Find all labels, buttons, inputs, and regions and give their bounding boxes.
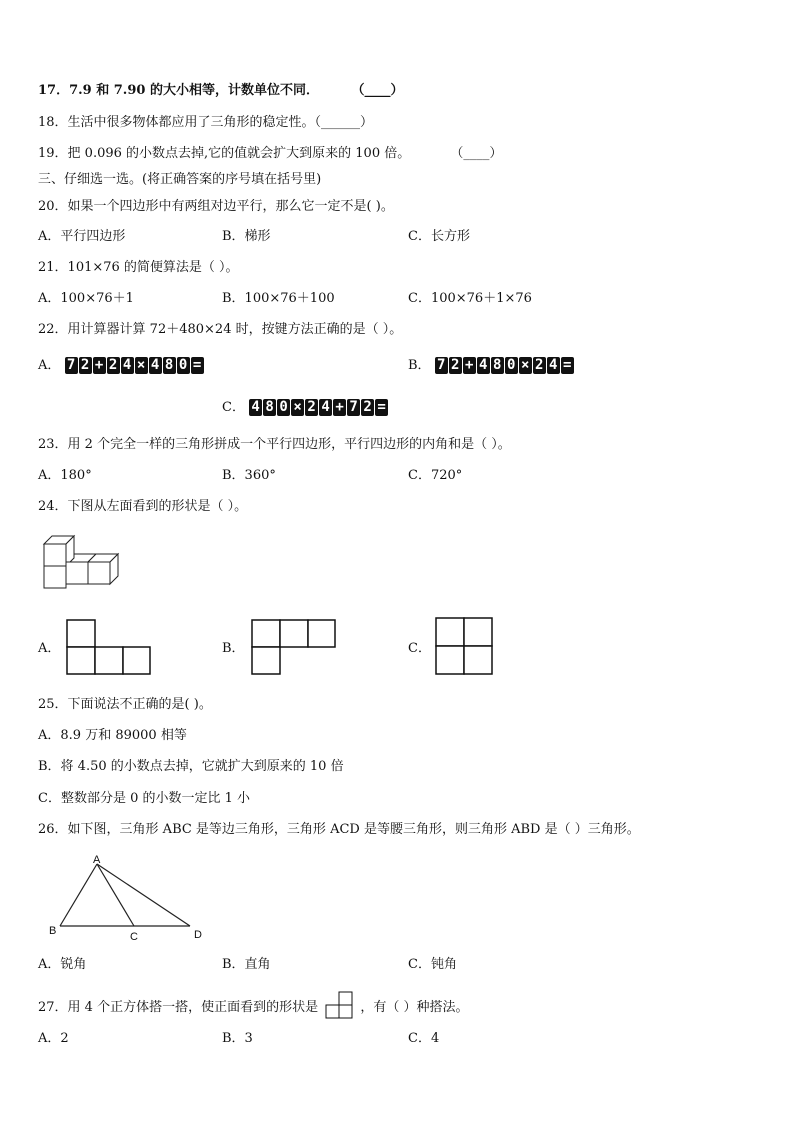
option-a[interactable]: A．100×76＋1 [38, 291, 134, 306]
option-b[interactable]: B．100×76＋100 [222, 291, 335, 306]
option-label: B． [408, 358, 431, 373]
option-c[interactable] [222, 399, 388, 417]
calculator-key: + [93, 357, 106, 374]
option-a-label[interactable]: A． [38, 641, 61, 656]
question-22-text: 22．用计算器计算 72＋480×24 时，按键方法正确的是（ ）。 [38, 322, 403, 337]
question-26-text: 26．如下图，三角形 ABC 是等边三角形，三角形 ACD 是等腰三角形，则三角形 ABD 是（ ）三角形。 [38, 822, 640, 837]
front-view-shape-icon [324, 991, 354, 1019]
calculator-key: 4 [477, 357, 490, 374]
calculator-key: 2 [361, 399, 374, 416]
calculator-key: = [191, 357, 204, 374]
cube-stack-figure [40, 532, 122, 592]
option-c[interactable]: C．720° [408, 468, 463, 483]
option-b[interactable]: B．3 [222, 1031, 253, 1046]
calculator-key: 4 [319, 399, 332, 416]
point-label-d: D [194, 929, 202, 941]
calculator-key: 0 [177, 357, 190, 374]
option-a[interactable]: A．平行四边形 [38, 229, 126, 244]
question-21-text: 21．101×76 的简便算法是（ ）。 [38, 260, 239, 275]
point-label-b: B [49, 925, 57, 937]
question-18-text: 18．生活中很多物体都应用了三角形的稳定性。（______） [38, 115, 374, 130]
option-b-shape[interactable] [251, 619, 337, 675]
calculator-key: 7 [347, 399, 360, 416]
keypress-sequence-b [435, 357, 574, 374]
option-b[interactable]: B．将 4.50 的小数点去掉，它就扩大到原来的 10 倍 [38, 759, 344, 774]
triangle-figure [44, 852, 214, 944]
calculator-key: 7 [65, 357, 78, 374]
calculator-key: 0 [505, 357, 518, 374]
option-c[interactable]: C．4 [408, 1031, 440, 1046]
option-a[interactable]: A．8.9 万和 89000 相等 [38, 728, 187, 743]
question-17 [38, 82, 404, 100]
calculator-key: 0 [277, 399, 290, 416]
option-a[interactable]: A．锐角 [38, 957, 87, 972]
option-b[interactable] [408, 357, 574, 375]
option-b[interactable]: B．梯形 [222, 229, 271, 244]
calculator-key: × [135, 357, 148, 374]
option-c-shape[interactable] [435, 617, 493, 675]
calculator-key: × [291, 399, 304, 416]
option-c[interactable]: C．100×76＋1×76 [408, 291, 532, 306]
calculator-key: 2 [449, 357, 462, 374]
option-a[interactable]: A．180° [38, 468, 92, 483]
option-a-shape[interactable] [66, 619, 152, 675]
calculator-key: + [333, 399, 346, 416]
keypress-sequence-c [249, 399, 388, 416]
question-25-text: 25．下面说法不正确的是( )。 [38, 697, 212, 712]
answer-blank[interactable]: （____） [450, 146, 503, 161]
calculator-key: 2 [305, 399, 318, 416]
question-17-text: 17．7.9 和 7.90 的大小相等，计数单位不同． [38, 83, 319, 98]
calculator-key: 8 [491, 357, 504, 374]
calculator-key: + [463, 357, 476, 374]
option-b[interactable]: B．直角 [222, 957, 271, 972]
calculator-key: 4 [149, 357, 162, 374]
calculator-key: = [561, 357, 574, 374]
calculator-key: 4 [249, 399, 262, 416]
question-27-text: 27．用 4 个正方体搭一搭，使正面看到的形状是 [38, 1000, 319, 1015]
calculator-key: 4 [121, 357, 134, 374]
option-c[interactable]: C．长方形 [408, 229, 470, 244]
answer-blank[interactable]: （____） [351, 83, 404, 98]
calculator-key: = [375, 399, 388, 416]
question-19-text: 19．把 0.096 的小数点去掉,它的值就会扩大到原来的 100 倍。 [38, 146, 411, 161]
calculator-key: 8 [163, 357, 176, 374]
calculator-key: × [519, 357, 532, 374]
question-27 [38, 991, 469, 1019]
calculator-key: 2 [107, 357, 120, 374]
option-label: C． [222, 400, 245, 415]
option-b[interactable]: B．360° [222, 468, 276, 483]
calculator-key: 2 [533, 357, 546, 374]
section-title: 三、仔细选一选。(将正确答案的序号填在括号里) [38, 172, 322, 187]
calculator-key: 8 [263, 399, 276, 416]
question-24-text: 24．下图从左面看到的形状是（ ）。 [38, 499, 248, 514]
option-a[interactable]: A．2 [38, 1031, 69, 1046]
question-23-text: 23．用 2 个完全一样的三角形拼成一个平行四边形，平行四边形的内角和是（ ）。 [38, 437, 511, 452]
question-27-text-end: ，有（ ）种搭法。 [360, 1000, 469, 1015]
option-a[interactable] [38, 357, 204, 375]
question-18 [38, 114, 373, 132]
keypress-sequence-a [65, 357, 204, 374]
point-label-c: C [130, 931, 138, 943]
calculator-key: 4 [547, 357, 560, 374]
option-c[interactable]: C．钝角 [408, 957, 457, 972]
option-label: A． [38, 358, 61, 373]
question-19 [38, 145, 502, 163]
calculator-key: 2 [79, 357, 92, 374]
calculator-key: 7 [435, 357, 448, 374]
option-c[interactable]: C．整数部分是 0 的小数一定比 1 小 [38, 791, 251, 806]
question-20-text: 20．如果一个四边形中有两组对边平行，那么它一定不是( )。 [38, 199, 394, 214]
option-b-label[interactable]: B． [222, 641, 245, 656]
option-c-label[interactable]: C． [408, 641, 431, 656]
point-label-a: A [93, 854, 101, 866]
